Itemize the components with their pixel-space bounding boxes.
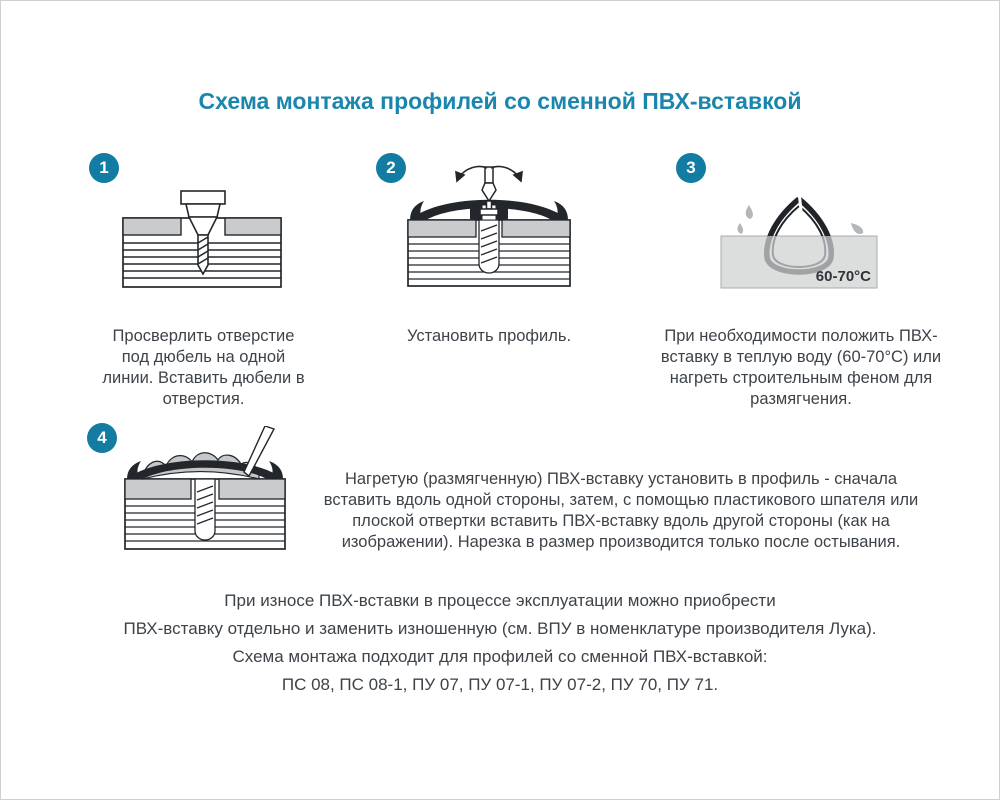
footer-note bbox=[1, 587, 999, 699]
warm-water-illustration bbox=[713, 189, 885, 294]
water-temp-label: 60-70°C bbox=[815, 268, 871, 285]
step-4-caption: Нагретую (размягченную) ПВХ-вставку установить в профиль - сначала вставить вдоль одной стороны, затем, с помощью пластикового шпателя или плоской отвертки вставить ПВХ-вставку вдоль другой стороны (как на изображении). Нарезка в размер производится только после остывания. bbox=[323, 470, 919, 551]
footer-line: При износе ПВХ-вставки в процессе эксплуатации можно приобрести bbox=[224, 591, 776, 610]
insert-press-illustration bbox=[121, 426, 289, 558]
step-4-badge: 4 bbox=[87, 423, 117, 453]
dowel-and-screw-icon bbox=[479, 220, 499, 273]
step-2-caption: Установить профиль. bbox=[406, 327, 572, 345]
step-2-badge: 2 bbox=[376, 153, 406, 183]
step-1-badge: 1 bbox=[89, 153, 119, 183]
dowel-and-screw-icon bbox=[195, 479, 215, 540]
footer-line: Схема монтажа подходит для профилей со сменной ПВХ-вставкой: bbox=[232, 647, 768, 666]
step-3-caption: При необходимости положить ПВХ-вставку в теплую воду (60-70°С) или нагреть строительным феном для размягчения. bbox=[660, 327, 942, 408]
footer-line: ПВХ-вставку отдельно и заменить изношенную (см. ВПУ в номенклатуре производителя Лука). bbox=[123, 619, 877, 638]
footer-line: ПС 08, ПС 08-1, ПУ 07, ПУ 07-1, ПУ 07-2, ПУ 70, ПУ 71. bbox=[281, 675, 719, 694]
page-title: Схема монтажа профилей со сменной ПВХ-вставкой bbox=[198, 88, 802, 114]
drill-illustration bbox=[119, 187, 287, 299]
profile-install-illustration bbox=[404, 163, 574, 293]
step-1-caption: Просверлить отверстие под дюбель на одной линии. Вставить дюбели в отверстия. bbox=[102, 327, 305, 408]
step-3-badge: 3 bbox=[676, 153, 706, 183]
